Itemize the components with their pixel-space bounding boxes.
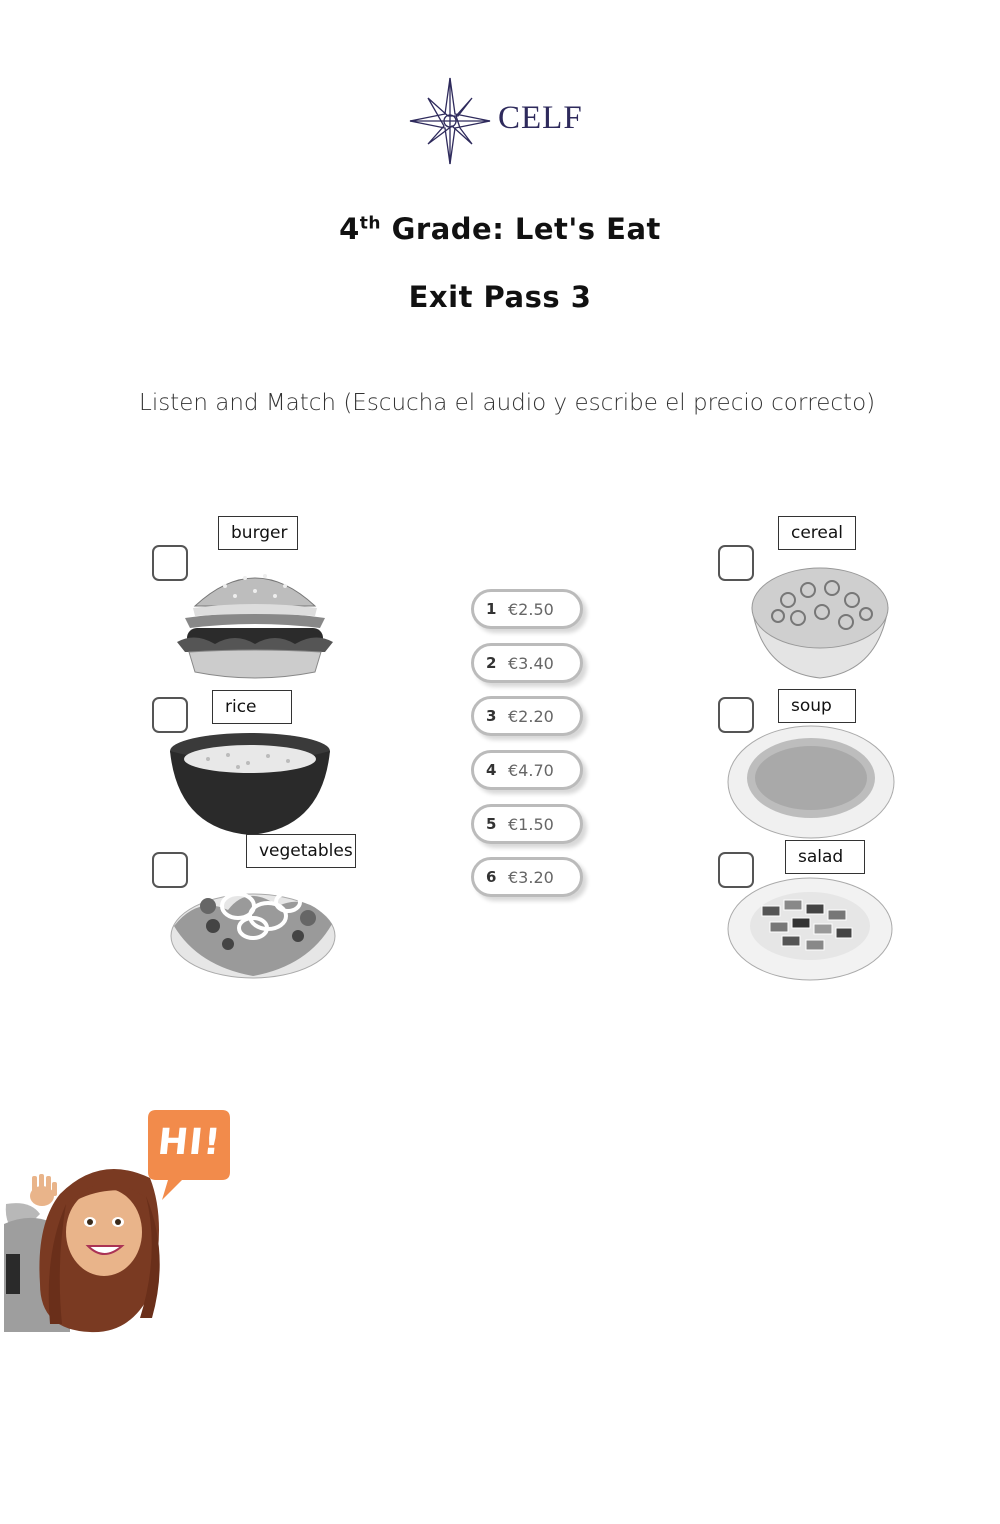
price-option-5: 5 €1.50 xyxy=(471,804,583,844)
price-option-4: 4 €4.70 xyxy=(471,750,583,790)
salad-image xyxy=(726,876,894,982)
food-label-vegetables: vegetables xyxy=(246,834,356,868)
soup-image xyxy=(726,724,896,840)
bitmoji-sticker xyxy=(0,1104,240,1336)
food-label-rice: rice xyxy=(212,690,292,724)
celf-logo xyxy=(408,76,598,166)
answer-box-rice[interactable] xyxy=(152,697,188,733)
food-label-cereal: cereal xyxy=(778,516,856,550)
star-compass-icon xyxy=(408,76,492,166)
page-title: 4th Grade: Let's Eat xyxy=(339,212,661,246)
price-option-6: 6 €3.20 xyxy=(471,857,583,897)
speech-bubble-text: HI! xyxy=(155,1122,224,1163)
instructions: Listen and Match (Escucha el audio y escribe el precio correcto) xyxy=(139,390,876,416)
food-label-burger: burger xyxy=(218,516,298,550)
price-option-3: 3 €2.20 xyxy=(471,696,583,736)
page-subtitle: Exit Pass 3 xyxy=(408,280,592,314)
food-label-soup: soup xyxy=(778,689,856,723)
rice-image xyxy=(168,729,332,837)
price-option-1: 1 €2.50 xyxy=(471,589,583,629)
cereal-image xyxy=(748,560,892,680)
vegetables-image xyxy=(168,866,338,982)
burger-image xyxy=(175,556,335,684)
price-option-2: 2 €3.40 xyxy=(471,643,583,683)
logo-text: CELF xyxy=(498,100,583,136)
food-label-salad: salad xyxy=(785,840,865,874)
